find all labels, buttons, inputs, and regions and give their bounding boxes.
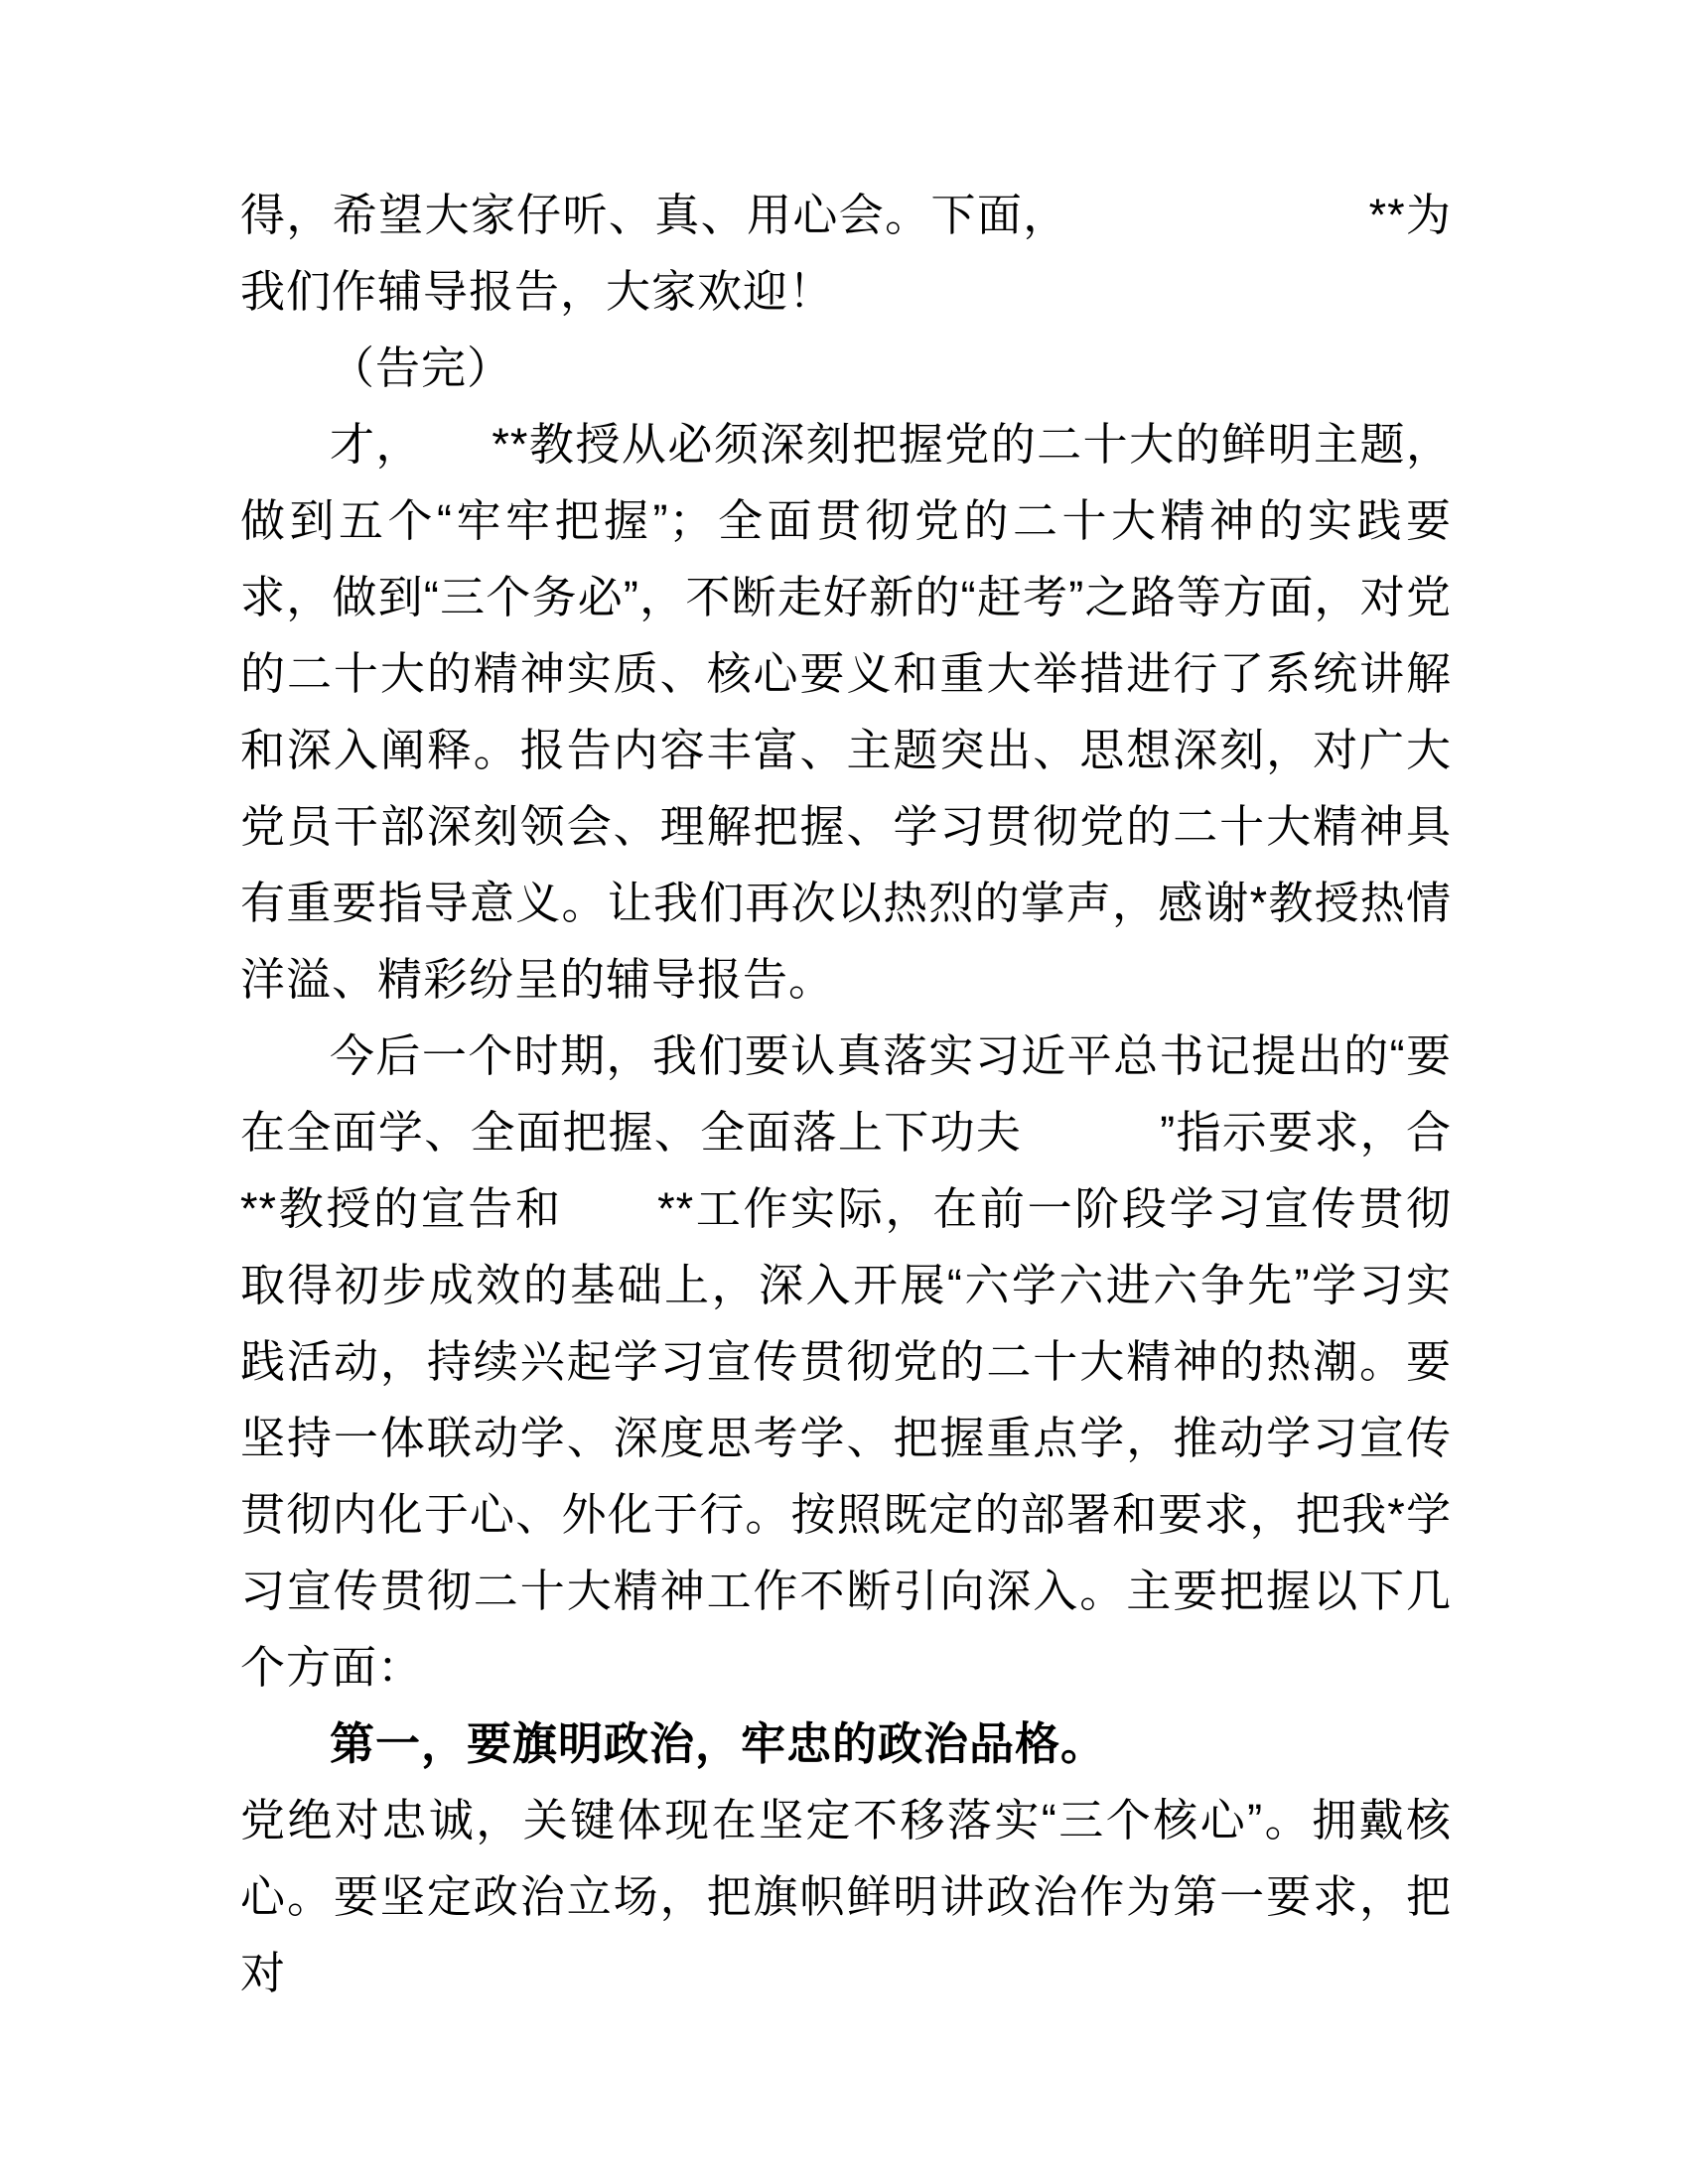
paragraph: 才， **教授从必须深刻把握党的二十大的鲜明主题，做到五个“牢牢把握”；全面贯彻党的二十大精神的实践要求，做到“三个务必”，不断走好新的“赶考”之路等方面，对党的二十大的精神实质、核心要义和重大举措进行了系统讲解和深入阐释。报告内容丰富、主题突出、思想深刻，对广大党员干部深刻领会、理解把握、学习贯彻党的二十大精神具有重要指导意义。让我们再次以热烈的掌声，感谢*教授热情洋溢、精彩纷呈的辅导报告。 xyxy=(240,419,1452,1005)
paragraph: （告完） xyxy=(330,342,513,393)
paragraph-heading: 第一，要旗明政治，牢忠的政治品格。 xyxy=(330,1718,1107,1769)
document-body xyxy=(240,177,1452,2011)
paragraph: 今后一个时期，我们要认真落实习近平总书记提出的“要在全面学、全面把握、全面落上下功夫 ”指示要求，合**教授的宣告和 **工作实际，在前一阶段学习宣传贯彻取得初步成效的基础上，深入开展“六学六进六争先”学习实践活动，持续兴起学习宣传贯彻党的二十大精神的热潮。要坚持一体联动学、深度思考学、把握重点学，推动学习宣传贯彻内化于心、外化于行。按照既定的部署和要求，把我*学习宣传贯彻二十大精神工作不断引向深入。主要把握以下几个方面： xyxy=(240,1030,1452,1693)
paragraph: 党绝对忠诚，关键体现在坚定不移落实“三个核心”。拥戴核心。要坚定政治立场，把旗帜鲜明讲政治作为第一要求，把对 xyxy=(240,1795,1452,1998)
paragraph: 得，希望大家仔听、真、用心会。下面， **为我们作辅导报告，大家欢迎！ xyxy=(240,190,1452,317)
